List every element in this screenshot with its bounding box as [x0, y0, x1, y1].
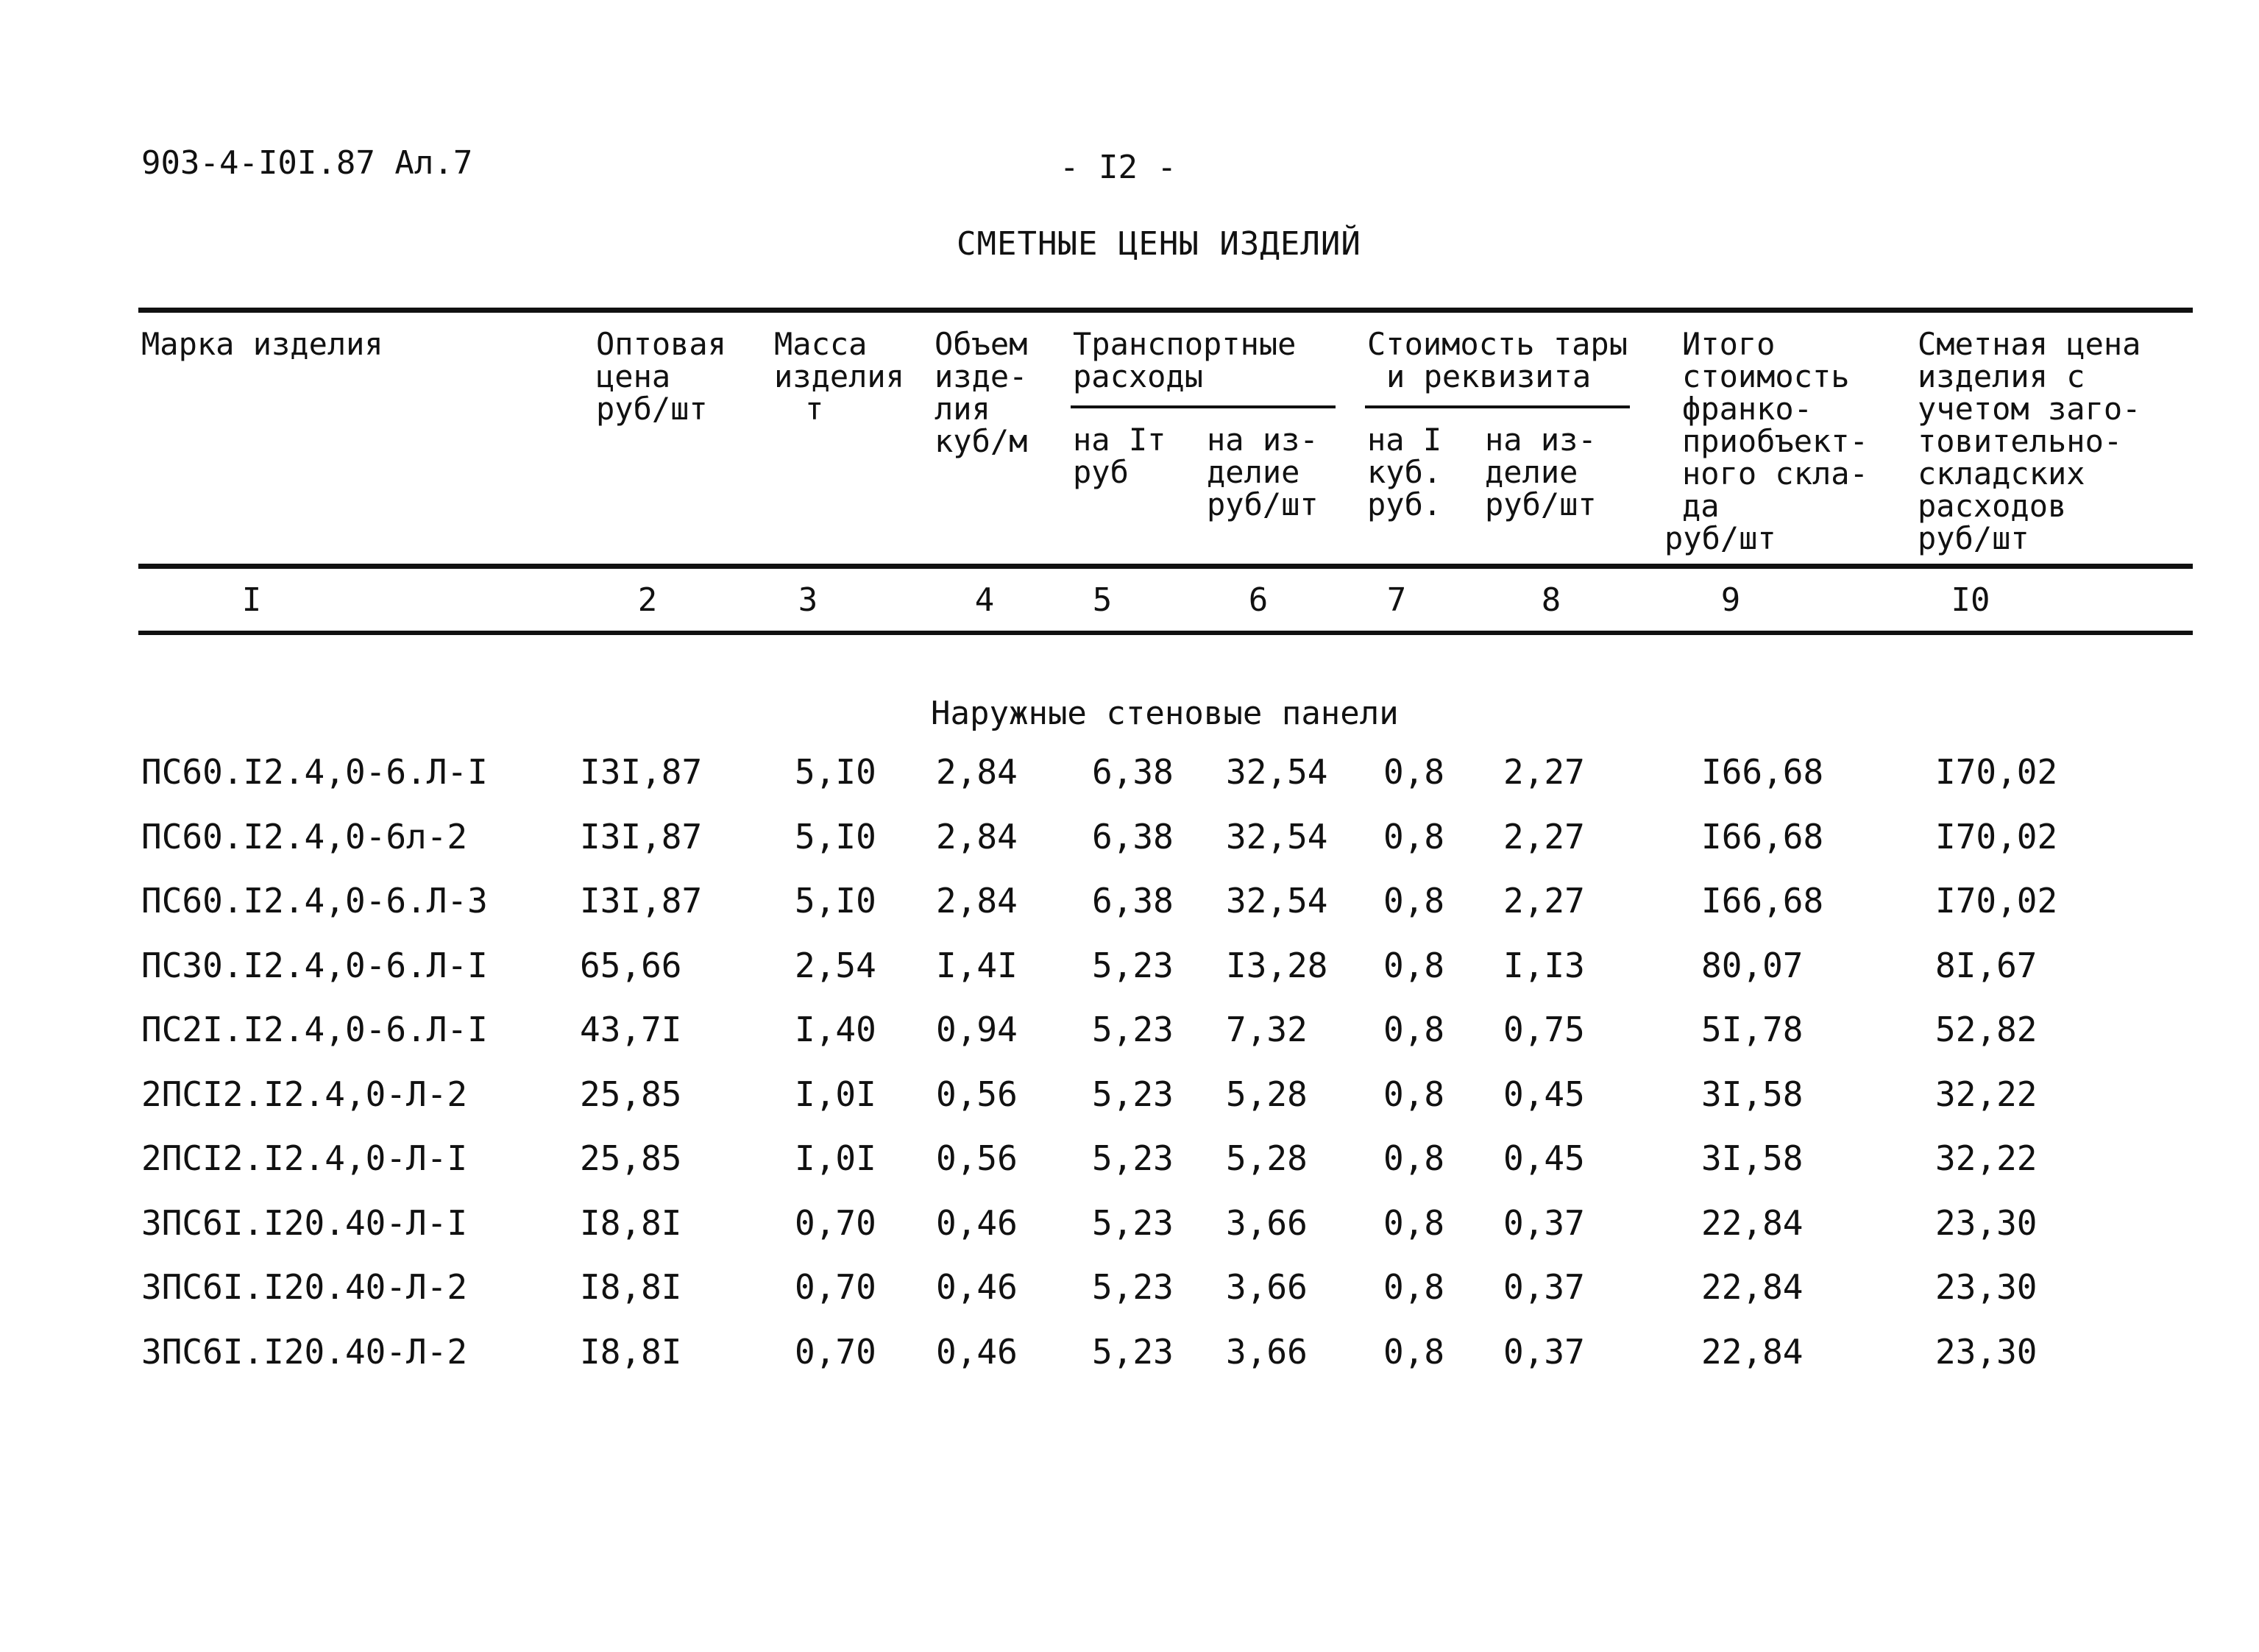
cell-wholesale-price: 25,85	[580, 1138, 682, 1178]
cell-transport-per-ton: 5,23	[1092, 1010, 1174, 1049]
cell-transport-per-ton: 5,23	[1092, 1202, 1174, 1243]
cell-mark: 3ПС6I.I20.40-Л-2	[141, 1267, 468, 1307]
section-title: Наружные стеновые панели	[931, 695, 1399, 732]
cell-packaging-per-item: 2,27	[1503, 752, 1585, 792]
cell-mark: 3ПС6I.I20.40-Л-I	[141, 1202, 468, 1243]
cell-mark: ПС60.I2.4,0-6л-2	[141, 816, 468, 857]
column-number: I	[241, 581, 262, 619]
table-row	[0, 1010, 2259, 1074]
header-total-cost: Итого стоимость франко- приобъект- ного скла- да руб/шт	[1664, 326, 1868, 556]
cell-estimate-price: 52,82	[1935, 1010, 2038, 1049]
cell-transport-per-ton: 6,38	[1092, 752, 1174, 792]
cell-volume: 0,94	[936, 1010, 1018, 1049]
cell-packaging-per-item: 0,45	[1503, 1138, 1585, 1178]
cell-transport-per-item: 32,54	[1226, 816, 1328, 857]
table-row	[0, 1267, 2259, 1332]
cell-mass: I,0I	[795, 1138, 876, 1178]
header-packaging: Стоимость тары и реквизита	[1367, 326, 1628, 394]
cell-estimate-price: I70,02	[1935, 816, 2058, 857]
cell-wholesale-price: I8,8I	[580, 1202, 682, 1243]
cell-total-cost: 3I,58	[1701, 1138, 1804, 1178]
header-transport-per-ton: на Iт руб	[1073, 422, 1166, 490]
cell-packaging-per-item: 0,45	[1503, 1074, 1585, 1114]
cell-mark: 3ПС6I.I20.40-Л-2	[141, 1331, 468, 1372]
cell-packaging-per-m3: 0,8	[1383, 881, 1445, 921]
cell-packaging-per-m3: 0,8	[1383, 1074, 1445, 1114]
packaging-subheader-rule	[1365, 405, 1630, 408]
header-packaging-per-m3: на I куб. руб.	[1367, 422, 1442, 522]
cell-transport-per-item: 32,54	[1226, 881, 1328, 921]
cell-volume: 2,84	[936, 816, 1018, 857]
table-top-rule	[138, 308, 2193, 313]
cell-mass: 0,70	[795, 1267, 876, 1307]
column-number: 4	[974, 581, 995, 619]
table-body	[0, 752, 2259, 1396]
cell-packaging-per-m3: 0,8	[1383, 752, 1445, 792]
cell-volume: 0,56	[936, 1074, 1018, 1114]
cell-wholesale-price: I3I,87	[580, 752, 703, 792]
cell-transport-per-ton: 5,23	[1092, 945, 1174, 985]
cell-packaging-per-item: 0,37	[1503, 1202, 1585, 1243]
cell-transport-per-ton: 5,23	[1092, 1331, 1174, 1372]
cell-wholesale-price: I8,8I	[580, 1331, 682, 1372]
column-number: 6	[1248, 581, 1269, 619]
cell-packaging-per-m3: 0,8	[1383, 1331, 1445, 1372]
cell-transport-per-ton: 6,38	[1092, 816, 1174, 857]
table-row	[0, 1074, 2259, 1139]
cell-mass: I,40	[795, 1010, 876, 1049]
cell-volume: 0,46	[936, 1202, 1018, 1243]
cell-packaging-per-item: 2,27	[1503, 881, 1585, 921]
cell-mark: ПС60.I2.4,0-6.Л-3	[141, 881, 488, 921]
cell-estimate-price: 23,30	[1935, 1331, 2038, 1372]
table-row	[0, 881, 2259, 946]
cell-wholesale-price: I8,8I	[580, 1267, 682, 1307]
header-transport: Транспортные расходы	[1073, 326, 1297, 394]
cell-mass: 5,I0	[795, 752, 876, 792]
cell-total-cost: 3I,58	[1701, 1074, 1804, 1114]
cell-estimate-price: I70,02	[1935, 881, 2058, 921]
table-row	[0, 752, 2259, 817]
cell-packaging-per-m3: 0,8	[1383, 945, 1445, 985]
cell-transport-per-item: 7,32	[1226, 1010, 1308, 1049]
cell-total-cost: 22,84	[1701, 1331, 1804, 1372]
transport-subheader-rule	[1071, 405, 1336, 408]
header-mass: Масса изделия т	[774, 326, 905, 427]
header-bottom-rule	[138, 564, 2193, 569]
cell-packaging-per-m3: 0,8	[1383, 1202, 1445, 1243]
header-packaging-per-item: на из- делие руб/шт	[1485, 422, 1597, 522]
cell-transport-per-ton: 5,23	[1092, 1267, 1174, 1307]
cell-packaging-per-item: 0,37	[1503, 1331, 1585, 1372]
cell-packaging-per-m3: 0,8	[1383, 1138, 1445, 1178]
cell-transport-per-item: 3,66	[1226, 1331, 1308, 1372]
cell-total-cost: I66,68	[1701, 816, 1824, 857]
cell-packaging-per-m3: 0,8	[1383, 1010, 1445, 1049]
cell-total-cost: 22,84	[1701, 1267, 1804, 1307]
cell-estimate-price: 23,30	[1935, 1202, 2038, 1243]
cell-packaging-per-m3: 0,8	[1383, 1267, 1445, 1307]
cell-transport-per-item: 3,66	[1226, 1202, 1308, 1243]
table-row	[0, 1332, 2259, 1397]
cell-transport-per-item: I3,28	[1226, 945, 1328, 985]
cell-transport-per-item: 32,54	[1226, 752, 1328, 792]
cell-volume: 2,84	[936, 881, 1018, 921]
column-number: 9	[1720, 581, 1741, 619]
cell-estimate-price: 32,22	[1935, 1138, 2038, 1178]
cell-volume: 0,56	[936, 1138, 1018, 1178]
cell-total-cost: 22,84	[1701, 1202, 1804, 1243]
cell-packaging-per-item: 0,37	[1503, 1267, 1585, 1307]
column-number: 8	[1541, 581, 1561, 619]
header-transport-per-item: на из- делие руб/шт	[1207, 422, 1319, 522]
column-numbers-rule	[138, 631, 2193, 635]
cell-transport-per-item: 5,28	[1226, 1138, 1308, 1178]
cell-total-cost: 5I,78	[1701, 1010, 1804, 1049]
document-code: 903-4-I0I.87 Ал.7	[141, 144, 473, 182]
cell-mass: I,0I	[795, 1074, 876, 1114]
cell-mark: 2ПСI2.I2.4,0-Л-2	[141, 1074, 468, 1114]
cell-wholesale-price: I3I,87	[580, 881, 703, 921]
table-row	[0, 946, 2259, 1010]
cell-estimate-price: 8I,67	[1935, 945, 2038, 985]
cell-mass: 2,54	[795, 945, 876, 985]
cell-total-cost: I66,68	[1701, 881, 1824, 921]
cell-wholesale-price: 25,85	[580, 1074, 682, 1114]
cell-transport-per-ton: 5,23	[1092, 1138, 1174, 1178]
column-number: 5	[1092, 581, 1113, 619]
cell-mark: ПС30.I2.4,0-6.Л-I	[141, 945, 488, 985]
cell-packaging-per-item: 2,27	[1503, 816, 1585, 857]
cell-mark: ПС60.I2.4,0-6.Л-I	[141, 752, 488, 792]
cell-total-cost: I66,68	[1701, 752, 1824, 792]
cell-mass: 0,70	[795, 1202, 876, 1243]
cell-transport-per-ton: 5,23	[1092, 1074, 1174, 1114]
page-title: СМЕТНЫЕ ЦЕНЫ ИЗДЕЛИЙ	[957, 225, 1361, 263]
cell-packaging-per-item: 0,75	[1503, 1010, 1585, 1049]
cell-estimate-price: 32,22	[1935, 1074, 2038, 1114]
cell-transport-per-item: 3,66	[1226, 1267, 1308, 1307]
cell-mass: 5,I0	[795, 816, 876, 857]
cell-mark: 2ПСI2.I2.4,0-Л-I	[141, 1138, 468, 1178]
column-number: 7	[1386, 581, 1407, 619]
cell-estimate-price: 23,30	[1935, 1267, 2038, 1307]
cell-mark: ПС2I.I2.4,0-6.Л-I	[141, 1010, 488, 1049]
cell-packaging-per-item: I,I3	[1503, 945, 1585, 985]
table-row	[0, 817, 2259, 882]
cell-wholesale-price: I3I,87	[580, 816, 703, 857]
table-row	[0, 1203, 2259, 1268]
header-estimate-price: Сметная цена изделия с учетом заго- товительно- складских расходов руб/шт	[1918, 326, 2141, 556]
column-number: 2	[637, 581, 658, 619]
page-number: - I2 -	[1060, 149, 1177, 186]
header-volume: Объем изде- лия куб/м	[935, 326, 1028, 459]
header-mark: Марка изделия	[141, 326, 383, 362]
table-row	[0, 1138, 2259, 1203]
cell-volume: 0,46	[936, 1267, 1018, 1307]
header-wholesale-price: Оптовая цена руб/шт	[596, 326, 727, 427]
column-number: 3	[798, 581, 818, 619]
cell-estimate-price: I70,02	[1935, 752, 2058, 792]
cell-wholesale-price: 65,66	[580, 945, 682, 985]
cell-transport-per-item: 5,28	[1226, 1074, 1308, 1114]
cell-volume: 0,46	[936, 1331, 1018, 1372]
cell-wholesale-price: 43,7I	[580, 1010, 682, 1049]
column-number: I0	[1951, 581, 1990, 619]
cell-packaging-per-m3: 0,8	[1383, 816, 1445, 857]
cell-volume: I,4I	[936, 945, 1018, 985]
cell-volume: 2,84	[936, 752, 1018, 792]
cell-mass: 0,70	[795, 1331, 876, 1372]
cell-mass: 5,I0	[795, 881, 876, 921]
cell-transport-per-ton: 6,38	[1092, 881, 1174, 921]
cell-total-cost: 80,07	[1701, 945, 1804, 985]
